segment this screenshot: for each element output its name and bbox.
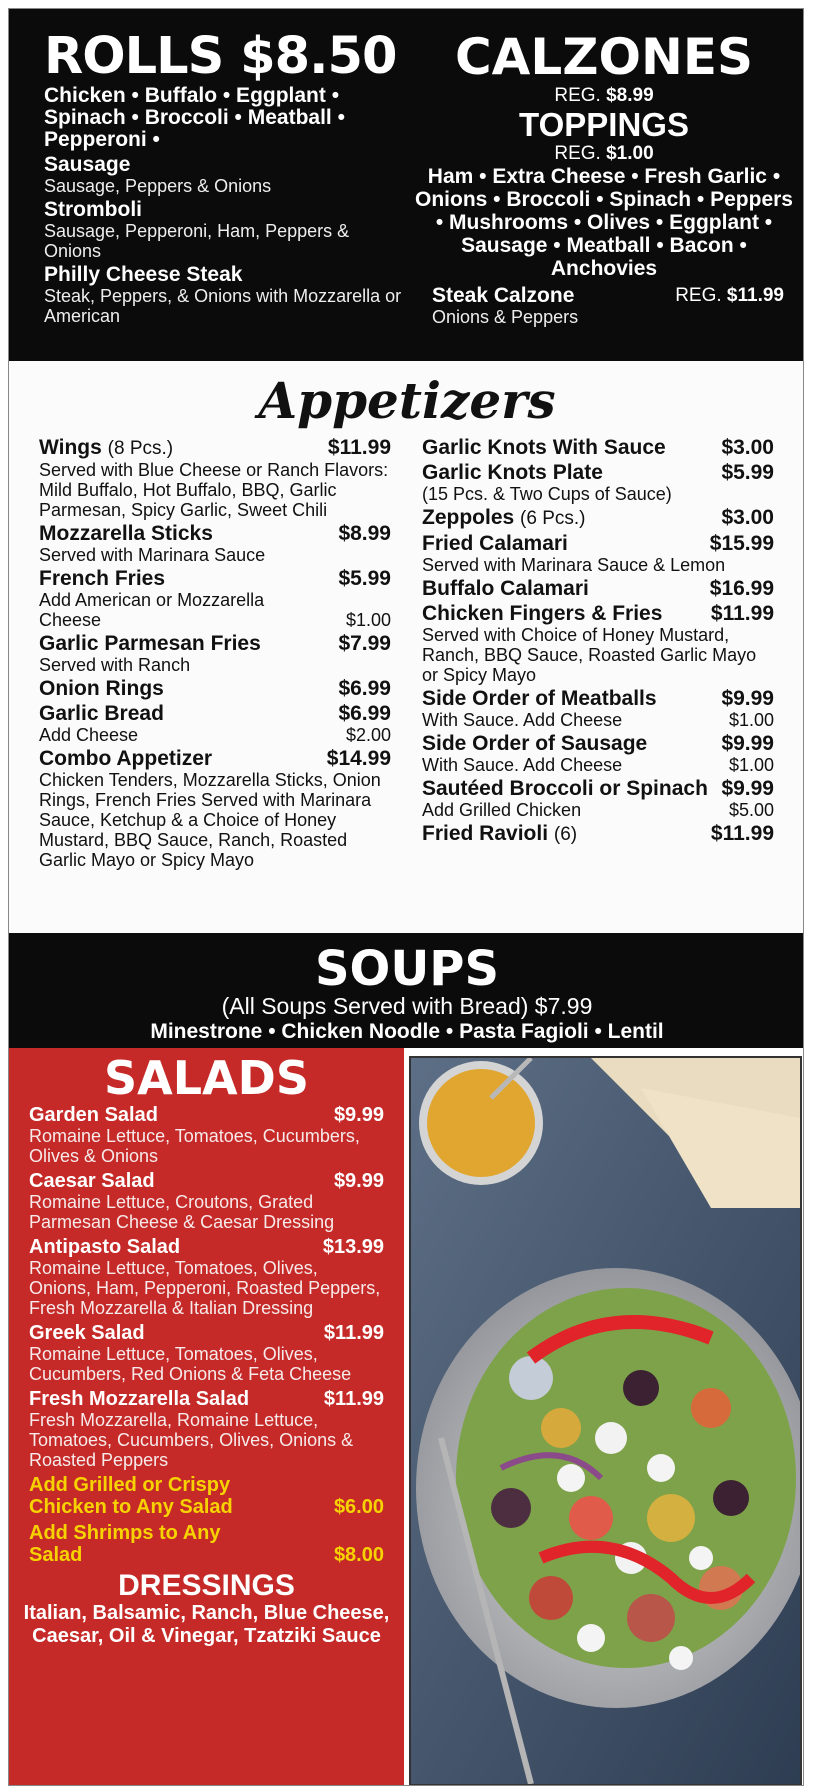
salad-name: Greek Salad <box>29 1322 145 1344</box>
toppings-title: TOPPINGS <box>519 106 689 143</box>
appetizer-name-text: Garlic Knots With Sauce <box>422 436 666 459</box>
appetizer-row <box>422 778 774 800</box>
appetizer-name-text: Fried Ravioli <box>422 822 549 845</box>
appetizer-name-text: Wings <box>39 436 102 459</box>
appetizer-desc: Served with Marinara Sauce & Lemon <box>422 555 726 575</box>
appetizer-qty: (6) <box>553 824 578 845</box>
appetizer-name <box>39 703 164 725</box>
appetizer-price: $9.99 <box>721 687 774 710</box>
appetizer-item <box>422 578 774 600</box>
toppings-reg-price: REG. $1.00 <box>554 143 654 164</box>
appetizer-row <box>422 733 774 755</box>
salad-price: $9.99 <box>333 1104 384 1126</box>
salad-price: $13.99 <box>322 1236 384 1258</box>
rolls-list: Chicken • Buffalo • Eggplant • Spinach • Broccoli • Meatball • Pepperoni • <box>44 84 345 151</box>
appetizer-price: $3.00 <box>721 436 774 459</box>
appetizer-sub: Add Grilled Chicken <box>422 800 582 820</box>
salad-addon-price: $6.00 <box>333 1496 384 1518</box>
appetizer-name <box>39 437 173 460</box>
appetizer-item <box>422 733 774 775</box>
salad-name: Caesar Salad <box>29 1170 155 1192</box>
soups-section <box>9 933 804 1048</box>
rolls-item-name: Sausage <box>44 153 131 176</box>
calzones-title: CALZONES <box>454 28 754 86</box>
appetizer-name-text: Combo Appetizer <box>39 747 213 770</box>
appetizer-row <box>422 533 774 555</box>
salad-item <box>29 1388 384 1470</box>
appetizer-desc: Add American or Mozzarella <box>39 590 265 610</box>
appetizer-row <box>39 437 391 460</box>
toppings-list: Ham • Extra Cheese • Fresh Garlic • Onions • Broccoli • Spinach • Peppers • Mushrooms • Olives • Eggplant • Sausage • Meatball • Bacon • Anchovies <box>415 165 793 280</box>
appetizer-row <box>39 748 391 770</box>
appetizer-price: $9.99 <box>721 777 774 800</box>
appetizer-item <box>422 462 774 504</box>
rolls-items <box>44 153 404 326</box>
appetizer-qty: (8 Pcs.) <box>107 438 174 459</box>
appetizer-desc: Served with Choice of Honey Mustard, Ranch, BBQ Sauce, Roasted Garlic Mayo or Spicy Mayo <box>422 625 757 685</box>
appetizer-sub-row <box>422 710 774 730</box>
appetizer-item <box>39 568 391 630</box>
appetizer-item <box>422 603 774 685</box>
salad-addon <box>29 1474 384 1518</box>
rolls-calzones-section <box>9 9 804 361</box>
appetizer-name-text: Zeppoles <box>422 506 515 529</box>
appetizer-price: $8.99 <box>338 522 391 545</box>
appetizers-right-column <box>422 437 774 849</box>
salad-row <box>29 1170 384 1192</box>
appetizer-row <box>422 507 774 530</box>
dressings-list: Italian, Balsamic, Ranch, Blue Cheese, Caesar, Oil & Vinegar, Tzatziki Sauce <box>23 1602 390 1647</box>
appetizer-name <box>422 507 585 530</box>
appetizer-row <box>39 703 391 725</box>
salad-item <box>29 1170 384 1232</box>
dressings-title: DRESSINGS <box>118 1569 295 1602</box>
appetizer-sub: With Sauce. Add Cheese <box>422 755 623 775</box>
appetizer-row <box>422 603 774 625</box>
salad-desc: Fresh Mozzarella, Romaine Lettuce, Tomatoes, Cucumbers, Olives, Onions & Roasted Peppers <box>29 1410 354 1470</box>
appetizers-left-column <box>39 437 391 873</box>
steak-calzone-price: REG. $11.99 <box>675 285 784 306</box>
appetizer-item <box>422 437 774 459</box>
appetizer-name-text: Chicken Fingers & Fries <box>422 602 663 625</box>
appetizer-price: $3.00 <box>721 506 774 529</box>
appetizer-row <box>422 823 774 846</box>
menu-page <box>8 8 804 1786</box>
rolls-item-desc: Sausage, Pepperoni, Ham, Peppers & Onions <box>44 221 350 261</box>
greek-salad-photo <box>409 1056 802 1786</box>
salad-items <box>9 1104 404 1470</box>
appetizer-name-text: Side Order of Meatballs <box>422 687 657 710</box>
steak-calzone-desc: Onions & Peppers <box>432 307 579 327</box>
appetizer-price: $7.99 <box>338 632 391 655</box>
appetizer-item <box>422 533 774 575</box>
appetizer-name-text: Fried Calamari <box>422 532 568 555</box>
appetizer-name <box>422 533 568 555</box>
appetizer-name-text: Onion Rings <box>39 677 164 700</box>
appetizer-name-text: Garlic Bread <box>39 702 164 725</box>
salad-item <box>29 1236 384 1318</box>
appetizer-name <box>39 568 165 590</box>
salad-name: Antipasto Salad <box>29 1236 181 1258</box>
salad-addon <box>29 1522 384 1566</box>
appetizer-name-text: Buffalo Calamari <box>422 577 589 600</box>
appetizers-title: Appetizers <box>258 371 556 430</box>
salad-addon-label: Add Shrimps to Any Salad <box>29 1522 221 1566</box>
appetizer-sub: Add Cheese <box>39 725 139 745</box>
salad-bowl-illustration <box>411 1058 800 1784</box>
appetizer-desc: Served with Ranch <box>39 655 191 675</box>
appetizer-qty: (6 Pcs.) <box>520 508 586 529</box>
appetizer-sub: Cheese <box>39 610 102 630</box>
salads-section <box>9 1048 404 1786</box>
appetizer-price: $6.99 <box>338 677 391 700</box>
appetizer-desc: (15 Pcs. & Two Cups of Sauce) <box>422 484 672 504</box>
appetizer-sub-row <box>422 800 774 820</box>
appetizer-name <box>422 688 657 710</box>
appetizer-item <box>39 703 391 745</box>
salad-name: Fresh Mozzarella Salad <box>29 1388 250 1410</box>
appetizer-row <box>422 578 774 600</box>
appetizer-sub-price: $5.00 <box>728 800 774 820</box>
appetizer-item <box>422 507 774 530</box>
appetizer-name <box>422 437 666 459</box>
appetizer-item <box>422 688 774 730</box>
appetizer-price: $11.99 <box>710 822 774 845</box>
calzones-reg-price: REG. $8.99 <box>554 85 654 106</box>
appetizer-name <box>422 733 647 755</box>
salad-item <box>29 1104 384 1166</box>
appetizer-name <box>422 578 589 600</box>
appetizer-name-text: Sautéed Broccoli or Spinach <box>422 777 708 800</box>
appetizer-row <box>39 523 391 545</box>
appetizer-price: $14.99 <box>326 747 391 770</box>
salad-desc: Romaine Lettuce, Tomatoes, Cucumbers, Olives & Onions <box>29 1126 360 1166</box>
appetizer-price: $5.99 <box>338 567 391 590</box>
appetizer-item <box>422 823 774 846</box>
salad-desc: Romaine Lettuce, Tomatoes, Olives, Cucumbers, Red Onions & Feta Cheese <box>29 1344 352 1384</box>
appetizer-name-text: French Fries <box>39 567 166 590</box>
appetizer-item <box>39 523 391 565</box>
salad-desc: Romaine Lettuce, Tomatoes, Olives, Onions, Ham, Pepperoni, Roasted Peppers, Fresh Mozzarella & Italian Dressing <box>29 1258 381 1318</box>
appetizer-sub-price: $1.00 <box>345 610 391 630</box>
appetizer-row <box>422 462 774 484</box>
appetizer-row <box>39 568 391 590</box>
appetizer-name <box>39 633 261 655</box>
appetizer-row <box>39 633 391 655</box>
appetizer-name <box>39 678 164 700</box>
salad-price: $11.99 <box>323 1388 384 1410</box>
rolls-item-name: Philly Cheese Steak <box>44 263 243 286</box>
appetizer-price: $16.99 <box>709 577 774 600</box>
appetizer-item <box>39 748 391 870</box>
salad-row <box>29 1388 384 1410</box>
appetizer-item <box>422 778 774 820</box>
salad-price: $9.99 <box>333 1170 384 1192</box>
rolls-item-desc: Steak, Peppers, & Onions with Mozzarella or American <box>44 286 402 326</box>
salad-row <box>29 1236 384 1258</box>
appetizer-item <box>39 437 391 520</box>
appetizer-name-text: Mozzarella Sticks <box>39 522 213 545</box>
soups-title: SOUPS <box>314 941 500 997</box>
rolls-title: ROLLS $8.50 <box>44 27 397 86</box>
calzones-column <box>414 29 794 327</box>
appetizer-name <box>39 523 213 545</box>
salad-desc: Romaine Lettuce, Croutons, Grated Parmesan Cheese & Caesar Dressing <box>29 1192 335 1232</box>
salad-addon-label: Add Grilled or Crispy Chicken to Any Salad <box>29 1474 233 1518</box>
appetizer-row <box>422 688 774 710</box>
steak-calzone-name: Steak Calzone <box>432 284 575 307</box>
appetizer-row <box>39 678 391 700</box>
appetizer-price: $11.99 <box>327 436 391 459</box>
salad-row <box>29 1322 384 1344</box>
steak-calzone <box>414 284 794 327</box>
rolls-item-desc: Sausage, Peppers & Onions <box>44 176 272 196</box>
soups-list: Minestrone • Chicken Noodle • Pasta Fagioli • Lentil <box>150 1020 664 1043</box>
appetizer-name <box>39 748 212 770</box>
appetizer-sub-price: $2.00 <box>345 725 391 745</box>
salads-title: SALADS <box>104 1051 309 1105</box>
appetizer-item <box>39 678 391 700</box>
appetizer-price: $5.99 <box>721 461 774 484</box>
appetizer-desc: Served with Marinara Sauce <box>39 545 266 565</box>
appetizer-price: $6.99 <box>338 702 391 725</box>
appetizer-row <box>422 437 774 459</box>
appetizer-sub-row <box>422 755 774 775</box>
rolls-item-name: Stromboli <box>44 198 142 221</box>
salad-price: $11.99 <box>323 1322 384 1344</box>
appetizer-name <box>422 778 708 800</box>
appetizer-name <box>422 462 603 484</box>
appetizer-desc: Chicken Tenders, Mozzarella Sticks, Onion Rings, French Fries Served with Marinara Sauce, Ketchup & a Choice of Honey Mustard, BBQ Sauce, Ranch, Roasted Garlic Mayo or Spicy Mayo <box>39 770 381 870</box>
appetizer-sub-price: $1.00 <box>728 755 774 775</box>
appetizer-name <box>422 603 662 625</box>
salad-name: Garden Salad <box>29 1104 158 1126</box>
appetizer-name-text: Garlic Parmesan Fries <box>39 632 261 655</box>
appetizer-name <box>422 823 577 846</box>
soups-subtitle: (All Soups Served with Bread) $7.99 <box>221 993 593 1019</box>
salad-addons <box>9 1474 404 1566</box>
appetizer-item <box>39 633 391 675</box>
appetizer-price: $11.99 <box>710 602 774 625</box>
rolls-column <box>44 29 404 326</box>
appetizer-price: $9.99 <box>721 732 774 755</box>
appetizer-price: $15.99 <box>709 532 774 555</box>
appetizers-section <box>9 361 804 933</box>
appetizer-name-text: Side Order of Sausage <box>422 732 648 755</box>
salad-item <box>29 1322 384 1384</box>
appetizer-name-text: Garlic Knots Plate <box>422 461 603 484</box>
appetizer-sub: With Sauce. Add Cheese <box>422 710 623 730</box>
appetizer-desc: Served with Blue Cheese or Ranch Flavors: Mild Buffalo, Hot Buffalo, BBQ, Garlic Parmesan, Spicy Garlic, Sweet Chili <box>39 460 389 520</box>
appetizer-sub-price: $1.00 <box>728 710 774 730</box>
appetizer-sub-row <box>39 610 391 630</box>
salad-row <box>29 1104 384 1126</box>
appetizer-sub-row <box>39 725 391 745</box>
salad-addon-price: $8.00 <box>333 1544 384 1566</box>
